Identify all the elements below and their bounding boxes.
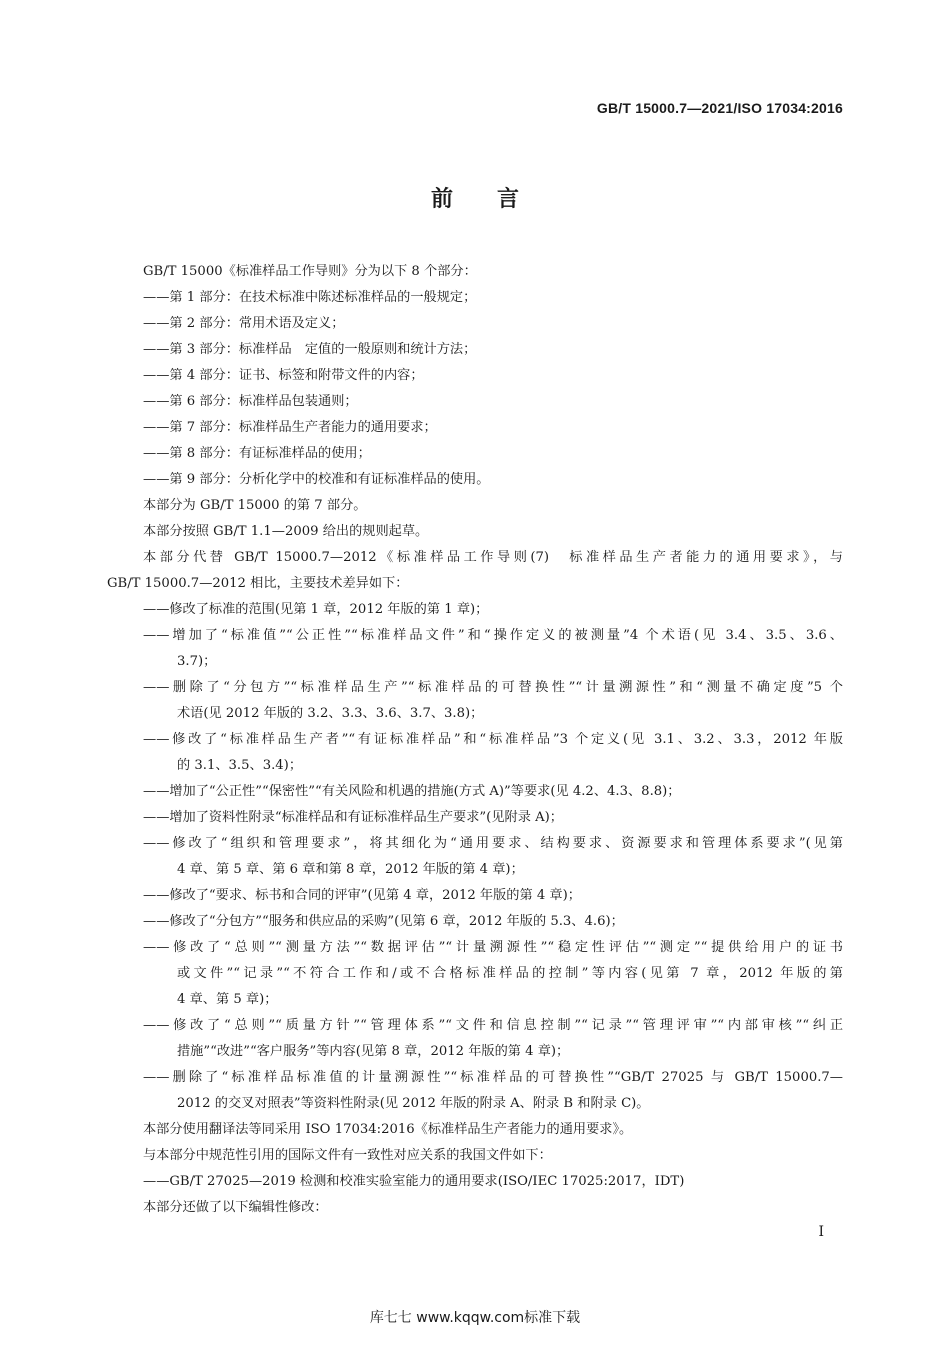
standard-code-header: GB/T 15000.7—2021/ISO 17034:2016 — [596, 100, 843, 116]
text-line: 术语(见 2012 年版的 3.2、3.3、3.6、3.7、3.8)； — [177, 706, 484, 721]
text-line: 本部分为 GB/T 15000 的第 7 部分。 — [143, 498, 367, 513]
text-line: 3.7)； — [177, 654, 217, 669]
text-line: ——第 6 部分：标准样品包装通则； — [143, 394, 358, 409]
text-line: ——第 2 部分：常用术语及定义； — [143, 316, 345, 331]
text-line: ——修改了“总则”“质量方针”“管理体系”“文件和信息控制”“记录”“管理评审”“内部审核”“纠正 — [143, 1018, 843, 1033]
page-title: 前言 — [430, 187, 563, 212]
page-number: I — [818, 1224, 824, 1240]
text-line: GB/T 15000《标准样品工作导则》分为以下 8 个部分： — [143, 264, 477, 279]
text-line: 4 章、第 5 章、第 6 章和第 8 章，2012 年版的第 4 章)； — [177, 862, 524, 877]
text-line: 本部分代替 GB/T 15000.7—2012《标准样品工作导则(7) 标准样品生产者能力的通用要求》，与 — [143, 550, 843, 565]
text-line: 本部分还做了以下编辑性修改： — [143, 1200, 328, 1215]
text-line: 或文件”“记录”“不符合工作和/或不合格标准样品的控制”等内容(见第 7 章，2012 年版的第 — [177, 966, 843, 981]
text-line: ——增加了“公正性”“保密性”“有关风险和机遇的措施(方式 A)”等要求(见 4.2、4.3、8.8)； — [143, 784, 681, 799]
text-line: 4 章、第 5 章)； — [177, 992, 278, 1007]
text-line: GB/T 15000.7—2012 相比，主要技术差异如下： — [107, 576, 409, 591]
text-line: ——修改了标准的范围(见第 1 章，2012 年版的第 1 章)； — [143, 602, 489, 617]
text-line: ——GB/T 27025—2019 检测和校准实验室能力的通用要求(ISO/IEC 17025:2017，IDT) — [143, 1174, 685, 1189]
text-line: ——增加了“标准值”“公正性”“标准样品文件”和“操作定义的被测量”4 个术语(见 3.4、3.5、3.6、 — [143, 628, 843, 643]
text-line: ——第 3 部分：标准样品 定值的一般原则和统计方法； — [143, 342, 477, 357]
text-line: ——修改了“分包方”“服务和供应品的采购”(见第 6 章，2012 年版的 5.3、4.6)； — [143, 914, 624, 929]
text-line: ——第 9 部分：分析化学中的校准和有证标准样品的使用。 — [143, 472, 490, 487]
text-line: 2012 的交叉对照表”等资料性附录(见 2012 年版的附录 A、附录 B 和附录 C)。 — [177, 1096, 650, 1111]
text-line: ——修改了“要求、标书和合同的评审”(见第 4 章，2012 年版的第 4 章)； — [143, 888, 581, 903]
text-line: ——第 7 部分：标准样品生产者能力的通用要求； — [143, 420, 437, 435]
text-line: 本部分使用翻译法等同采用 ISO 17034:2016《标准样品生产者能力的通用要求》。 — [143, 1122, 633, 1137]
text-line: 的 3.1、3.5、3.4)； — [177, 758, 303, 773]
text-line: ——修改了“组织和管理要求”，将其细化为“通用要求、结构要求、资源要求和管理体系要求”(见第 — [143, 836, 843, 851]
text-line: ——第 1 部分：在技术标准中陈述标准样品的一般规定； — [143, 290, 477, 305]
text-line: ——第 8 部分：有证标准样品的使用； — [143, 446, 371, 461]
text-line: ——增加了资料性附录“标准样品和有证标准样品生产要求”(见附录 A)； — [143, 810, 563, 825]
text-line: ——第 4 部分：证书、标签和附带文件的内容； — [143, 368, 424, 383]
text-line: 与本部分中规范性引用的国际文件有一致性对应关系的我国文件如下： — [143, 1148, 552, 1163]
text-line: ——修改了“标准样品生产者”“有证标准样品”和“标准样品”3 个定义(见 3.1、3.2、3.3，2012 年版 — [143, 732, 843, 747]
footer-watermark: 库七七 www.kqqw.com标准下载 — [369, 1310, 581, 1326]
text-line: ——删除了“分包方”“标准样品生产”“标准样品的可替换性”“计量溯源性”和“测量不确定度”5 个 — [143, 680, 843, 695]
text-line: 本部分按照 GB/T 1.1—2009 给出的规则起草。 — [143, 524, 429, 539]
text-line: 措施”“改进”“客户服务”等内容(见第 8 章，2012 年版的第 4 章)； — [177, 1044, 570, 1059]
text-line: ——修改了“总则”“测量方法”“数据评估”“计量溯源性”“稳定性评估”“测定”“提供给用户的证书 — [143, 940, 843, 955]
text-line: ——删除了“标准样品标准值的计量溯源性”“标准样品的可替换性”“GB/T 27025 与 GB/T 15000.7— — [143, 1070, 843, 1085]
document-body — [107, 259, 843, 1221]
